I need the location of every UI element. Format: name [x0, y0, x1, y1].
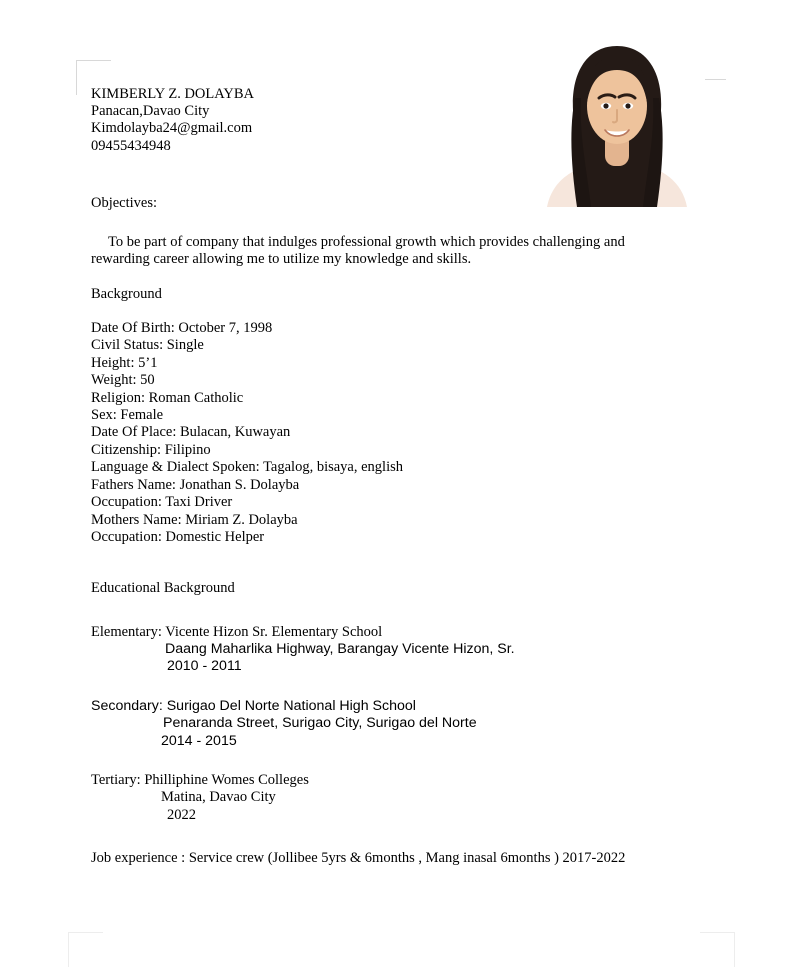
- job-experience-line: Job experience : Service crew (Jollibee 5yrs & 6months , Mang inasal 6months ) 2017-2022: [91, 850, 626, 867]
- background-item: Occupation: Domestic Helper: [91, 528, 265, 545]
- objectives-body: To be part of company that indulges professional growth which provides challenging and rewarding career allowing me to utilize my knowledge and skills.: [91, 234, 625, 268]
- education-years: 2010 - 2011: [167, 658, 242, 675]
- background-item: Date Of Birth: October 7, 1998: [91, 320, 273, 337]
- background-heading: Background: [91, 285, 162, 302]
- education-entry-secondary: [91, 698, 711, 750]
- background-item: Mothers Name: Miriam Z. Dolayba: [91, 511, 298, 528]
- education-school: Tertiary: Philliphine Womes Colleges: [91, 771, 309, 788]
- background-item: Sex: Female: [91, 407, 164, 424]
- education-entry-tertiary: [91, 772, 711, 824]
- objectives-heading: Objectives:: [91, 194, 158, 211]
- applicant-address: Panacan,Davao City: [91, 103, 210, 120]
- education-address: Matina, Davao City: [161, 789, 276, 806]
- crop-mark-bottom-left: [68, 932, 103, 967]
- education-heading: Educational Background: [91, 580, 235, 597]
- education-school: Secondary: Surigao Del Norte National High School: [91, 697, 416, 714]
- background-item: Language & Dialect Spoken: Tagalog, bisaya, english: [91, 459, 403, 476]
- background-item: Fathers Name: Jonathan S. Dolayba: [91, 476, 300, 493]
- resume-content: [91, 86, 711, 868]
- education-school: Elementary: Vicente Hizon Sr. Elementary School: [91, 623, 383, 640]
- background-item: Weight: 50: [91, 372, 155, 389]
- education-address: Daang Maharlika Highway, Barangay Vicente Hizon, Sr.: [165, 640, 515, 657]
- background-list: [91, 320, 711, 546]
- applicant-phone: 09455434948: [91, 137, 171, 154]
- crop-mark-bottom-right: [700, 932, 735, 967]
- education-address: Penaranda Street, Surigao City, Surigao del Norte: [163, 715, 477, 732]
- background-item: Date Of Place: Bulacan, Kuwayan: [91, 424, 291, 441]
- education-years: 2014 - 2015: [161, 732, 237, 749]
- education-entry-elementary: [91, 624, 711, 676]
- background-item: Civil Status: Single: [91, 337, 204, 354]
- background-item: Citizenship: Filipino: [91, 441, 211, 458]
- background-item: Height: 5’1: [91, 354, 158, 371]
- background-item: Religion: Roman Catholic: [91, 389, 244, 406]
- applicant-name: KIMBERLY Z. DOLAYBA: [91, 86, 255, 102]
- background-item: Occupation: Taxi Driver: [91, 494, 233, 511]
- education-years: 2022: [167, 806, 196, 823]
- contact-header: [91, 86, 711, 155]
- applicant-email: Kimdolayba24@gmail.com: [91, 120, 253, 137]
